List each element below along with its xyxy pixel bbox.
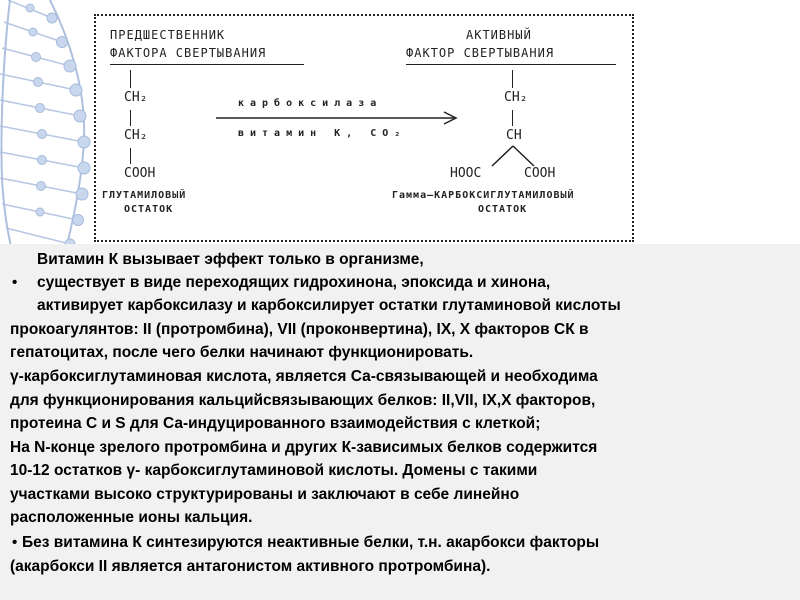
dna-helix-decoration bbox=[0, 0, 100, 250]
text-line: (акарбокси II является антагонистом активного протромбина). bbox=[10, 558, 491, 575]
left-cooh: COOH bbox=[124, 166, 156, 181]
precursor-underline bbox=[110, 64, 304, 65]
right-ch2: CH₂ bbox=[504, 90, 528, 105]
left-ch2-2: CH₂ bbox=[124, 128, 148, 143]
reaction-arrow bbox=[216, 110, 466, 126]
text-line: активирует карбоксилазу и карбоксилирует остатки глутаминовой кислоты bbox=[37, 297, 621, 314]
text-line: Без витамина К синтезируются неактивные белки, т.н. акарбокси факторы bbox=[22, 534, 600, 551]
bond-line bbox=[512, 110, 513, 126]
text-line: прокоагулянтов: II (протромбина), VII (проконвертина), IX, X факторов СК в bbox=[10, 321, 589, 338]
description-panel bbox=[0, 244, 800, 600]
active-underline bbox=[406, 64, 616, 65]
arrow-label-vitamin-k: витамин К, CO₂ bbox=[238, 128, 407, 139]
right-hooc: HOOC bbox=[450, 166, 482, 181]
text-line: существует в виде переходящих гидрохинона, эпоксида и хинона, bbox=[37, 274, 551, 291]
bond-line bbox=[512, 70, 513, 88]
active-header-line2: ФАКТОР СВЕРТЫВАНИЯ bbox=[406, 46, 555, 60]
text-line: протеина С и S для Са-индуцированного взаимодействия с клеткой; bbox=[10, 415, 541, 432]
text-line: участками высоко структурированы и заключают в себе линейно bbox=[10, 486, 520, 503]
gamma-residue-label-1: Гамма–КАРБОКСИГЛУТАМИЛОВЫЙ bbox=[392, 190, 575, 201]
right-ch: CH bbox=[506, 128, 522, 143]
right-cooh: COOH bbox=[524, 166, 556, 181]
glutamyl-residue-label-2: ОСТАТОК bbox=[124, 204, 174, 215]
active-header-line1: АКТИВНЫЙ bbox=[466, 28, 532, 42]
text-line: расположенные ионы кальция. bbox=[10, 509, 253, 526]
text-line: 10-12 остатков γ- карбоксиглутаминовой кислоты. Домены с такими bbox=[10, 462, 538, 479]
precursor-header-line1: ПРЕДШЕСТВЕННИК bbox=[110, 28, 226, 42]
text-line: для функционирования кальцийсвязывающих белков: II,VII, IX,X факторов, bbox=[10, 392, 596, 409]
text-line: На N-конце зрелого протромбина и других К-зависимых белков содержится bbox=[10, 439, 598, 456]
branch-bonds bbox=[482, 144, 544, 168]
carboxylation-diagram bbox=[94, 14, 634, 242]
precursor-header-line2: ФАКТОРА СВЕРТЫВАНИЯ bbox=[110, 46, 267, 60]
bullet: • bbox=[12, 534, 18, 551]
bullet: • bbox=[12, 274, 18, 291]
left-ch2-1: CH₂ bbox=[124, 90, 148, 105]
bond-line bbox=[130, 70, 131, 88]
glutamyl-residue-label-1: ГЛУТАМИЛОВЫЙ bbox=[102, 190, 187, 201]
text-line: Витамин К вызывает эффект только в организме, bbox=[37, 251, 424, 268]
gamma-residue-label-2: ОСТАТОК bbox=[478, 204, 528, 215]
bond-line bbox=[130, 110, 131, 126]
text-line: γ-карбоксиглутаминовая кислота, является Са-связывающей и необходима bbox=[10, 368, 598, 385]
text-line: гепатоцитах, после чего белки начинают функционировать. bbox=[10, 344, 474, 361]
bond-line bbox=[130, 148, 131, 164]
arrow-label-carboxylase: карбоксилаза bbox=[238, 98, 383, 109]
